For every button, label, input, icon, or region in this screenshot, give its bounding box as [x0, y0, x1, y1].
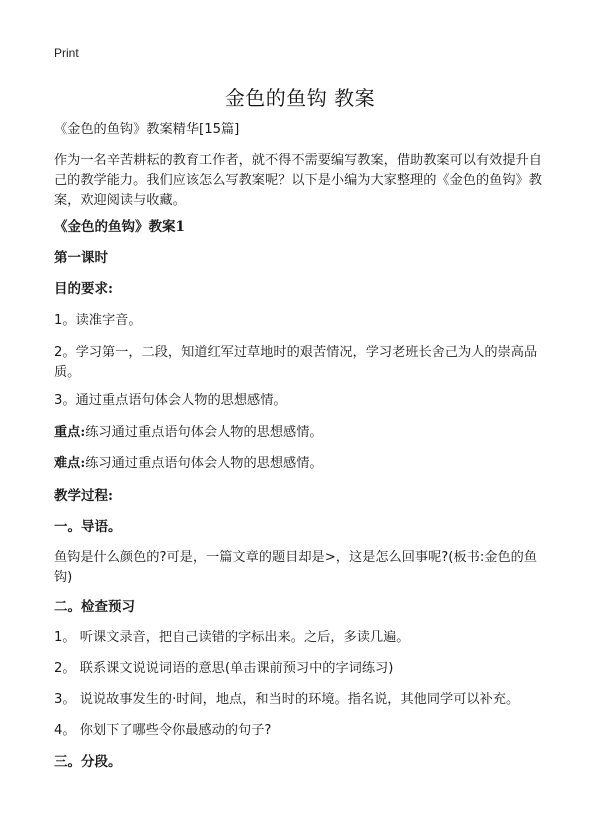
step2-item-1: 1。 听课文录音，把自己读错的字标出来。之后，多读几遍。 [54, 630, 410, 645]
step2-item-2: 2。 联系课文说说词语的意思(单击课前预习中的字词练习) [54, 661, 394, 676]
print-link[interactable]: Print [54, 46, 79, 60]
difficult-point-label: 难点: [54, 456, 86, 471]
difficult-point [54, 454, 554, 474]
section-heading: 《金色的鱼钩》教案1 [54, 219, 185, 235]
goals-heading: 目的要求: [54, 281, 113, 297]
key-point-text: 练习通过重点语句体会人物的思想感情。 [85, 425, 323, 440]
process-heading: 教学过程: [54, 488, 113, 504]
subtitle: 《金色的鱼钩》教案精华[15篇] [54, 122, 240, 137]
step2-heading: 二。检查预习 [54, 599, 135, 615]
step2-item-4: 4。 你划下了哪些令你最感动的句子? [54, 723, 272, 738]
goal-item-2: 2。学习第一，二段，知道红军过草地时的艰苦情况，学习老班长舍己为人的崇高品质。 [54, 345, 538, 380]
step1-text: 鱼钩是什么颜色的?可是，一篇文章的题目却是>，这是怎么回事呢?(板书:金色的鱼钩) [54, 550, 538, 585]
step1-heading: 一。导语。 [54, 519, 122, 535]
key-point [54, 423, 554, 443]
difficult-point-text: 练习通过重点语句体会人物的思想感情。 [85, 456, 323, 471]
goal-item-1: 1。读准字音。 [54, 313, 142, 328]
step3-heading: 三。分段。 [54, 754, 122, 770]
lesson-heading: 第一课时 [54, 250, 108, 266]
intro-paragraph: 作为一名辛苦耕耘的教育工作者，就不得不需要编写教案，借助教案可以有效提升自己的教学能力。我们应该怎么写教案呢？以下是小编为大家整理的《金色的鱼钩》教案，欢迎阅读与收藏。 [54, 153, 542, 208]
key-point-label: 重点: [54, 425, 86, 440]
goal-item-3: 3。通过重点语句体会人物的思想感情。 [54, 393, 287, 408]
page-title: 金色的鱼钩 教案 [224, 86, 376, 110]
step2-item-3: 3。 说说故事发生的·时间，地点，和当时的环境。指名说，其他同学可以补充。 [54, 692, 520, 707]
